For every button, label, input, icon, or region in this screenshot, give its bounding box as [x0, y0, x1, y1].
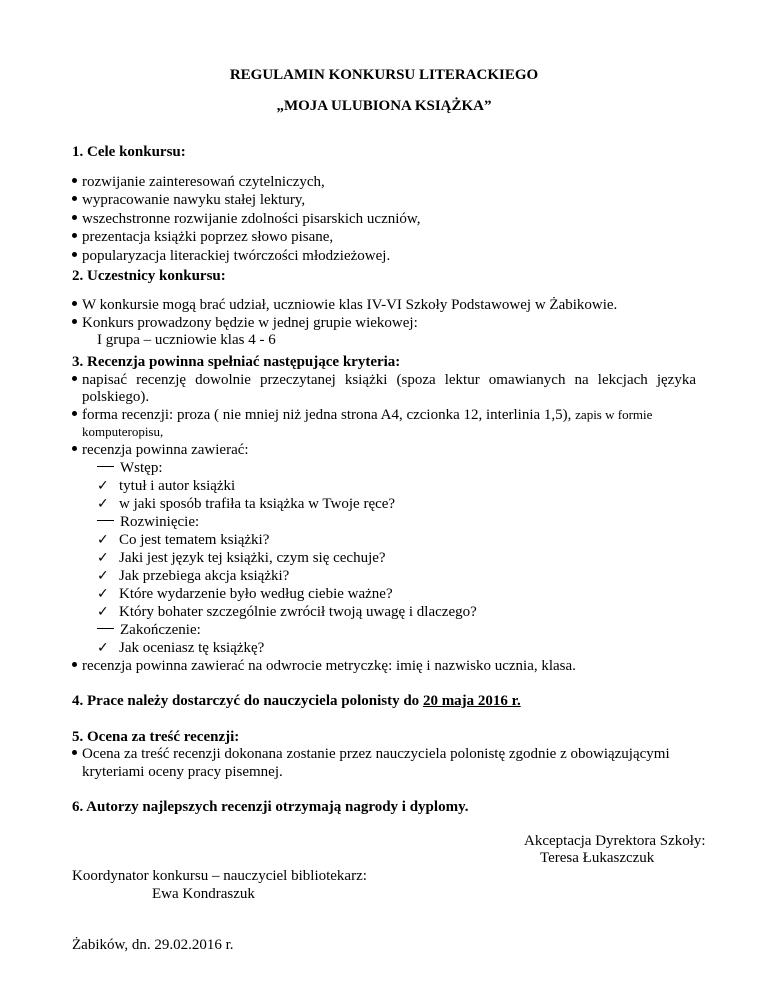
coordinator-name: Ewa Kondraszuk	[152, 886, 255, 902]
checkmark-icon: ✓	[97, 586, 109, 602]
checkmark-icon: ✓	[97, 478, 109, 494]
sub-item: ✓ Co jest tematem książki?	[97, 532, 270, 548]
sub-item: ✓ Jak przebiega akcja książki?	[97, 568, 290, 584]
sub-item: Zakończenie:	[97, 621, 201, 639]
bullet-icon	[72, 662, 77, 667]
list-item: Ocena za treść recenzji dokonana zostanie przez nauczyciela polonistę zgodnie z obowiązującymi	[72, 745, 670, 763]
bullet-icon	[72, 196, 77, 201]
checkmark-icon: ✓	[97, 568, 109, 584]
list-item: forma recenzji: proza ( nie mniej niż jedna strona A4, czcionka 12, interlinia 1,5), zapis w formie	[72, 406, 652, 424]
sub-item: Rozwinięcie:	[97, 513, 199, 531]
list-item: recenzja powinna zawierać na odwrocie metryczkę: imię i nazwisko ucznia, klasa.	[72, 657, 576, 675]
director-name: Teresa Łukaszczuk	[540, 850, 655, 866]
document-subtitle: „MOJA ULUBIONA KSIĄŻKA”	[276, 98, 492, 114]
list-item: rozwijanie zainteresowań czytelniczych,	[72, 173, 325, 191]
bullet-icon	[72, 446, 77, 451]
sub-item: ✓ tytuł i autor książki	[97, 478, 236, 494]
list-item: popularyzacja literackiej twórczości młodzieżowej.	[72, 247, 390, 265]
sub-item: ✓ Jak oceniasz tę książkę?	[97, 640, 265, 656]
dash-icon	[97, 628, 114, 629]
bullet-icon	[72, 178, 77, 183]
list-item: wypracowanie nawyku stałej lektury,	[72, 191, 305, 209]
section-2-heading: 2. Uczestnicy konkursu:	[72, 268, 226, 284]
bullet-icon	[72, 376, 77, 381]
bullet-icon	[72, 301, 77, 306]
checkmark-icon: ✓	[97, 604, 109, 620]
section-1-heading: 1. Cele konkursu:	[72, 144, 186, 160]
list-item-continuation: polskiego).	[82, 389, 150, 405]
list-item-continuation: komputeropisu,	[82, 424, 164, 439]
group-description: I grupa – uczniowie klas 4 - 6	[97, 332, 276, 348]
deadline-date: 20 maja 2016 r.	[422, 693, 521, 709]
section-3-heading: 3. Recenzja powinna spełniać następujące kryteria:	[72, 354, 401, 370]
sub-item: ✓ Które wydarzenie było według ciebie ważne?	[97, 586, 393, 602]
sub-item: ✓ w jaki sposób trafiła ta książka w Twoje ręce?	[97, 496, 396, 512]
list-item: napisać recenzję dowolnie przeczytanej książki (spoza lektur omawianych na lekcjach języka	[72, 371, 696, 389]
sub-item: Wstęp:	[97, 459, 163, 477]
director-label: Akceptacja Dyrektora Szkoły:	[524, 833, 706, 849]
sub-item: ✓ Jaki jest język tej książki, czym się cechuje?	[97, 550, 386, 566]
list-item: W konkursie mogą brać udział, uczniowie klas IV-VI Szkoły Podstawowej w Żabikowie.	[72, 296, 617, 314]
list-item-continuation: kryteriami oceny pracy pisemnej.	[82, 764, 283, 780]
section-5-heading: 5. Ocena za treść recenzji:	[72, 729, 240, 745]
section-6-heading: 6. Autorzy najlepszych recenzji otrzymają nagrody i dyplomy.	[72, 799, 469, 815]
bullet-icon	[72, 319, 77, 324]
section-4-heading: 4. Prace należy dostarczyć do nauczyciela polonisty do 20 maja 2016 r.	[72, 693, 521, 709]
checkmark-icon: ✓	[97, 532, 109, 548]
bullet-icon	[72, 233, 77, 238]
checkmark-icon: ✓	[97, 640, 109, 656]
list-item: prezentacja książki poprzez słowo pisane,	[72, 228, 333, 246]
bullet-icon	[72, 215, 77, 220]
bullet-icon	[72, 252, 77, 257]
list-item: wszechstronne rozwijanie zdolności pisarskich uczniów,	[72, 210, 421, 228]
sub-item: ✓ Który bohater szczególnie zwrócił twoją uwagę i dlaczego?	[97, 604, 477, 620]
list-item: recenzja powinna zawierać:	[72, 441, 249, 459]
checkmark-icon: ✓	[97, 496, 109, 512]
place-date: Żabików, dn. 29.02.2016 r.	[72, 937, 234, 953]
document-title: REGULAMIN KONKURSU LITERACKIEGO	[229, 67, 539, 83]
coordinator-label: Koordynator konkursu – nauczyciel bibliotekarz:	[72, 868, 367, 884]
bullet-icon	[72, 411, 77, 416]
dash-icon	[97, 466, 114, 467]
dash-icon	[97, 520, 114, 521]
checkmark-icon: ✓	[97, 550, 109, 566]
bullet-icon	[72, 750, 77, 755]
list-item: Konkurs prowadzony będzie w jednej grupie wiekowej:	[72, 314, 418, 332]
